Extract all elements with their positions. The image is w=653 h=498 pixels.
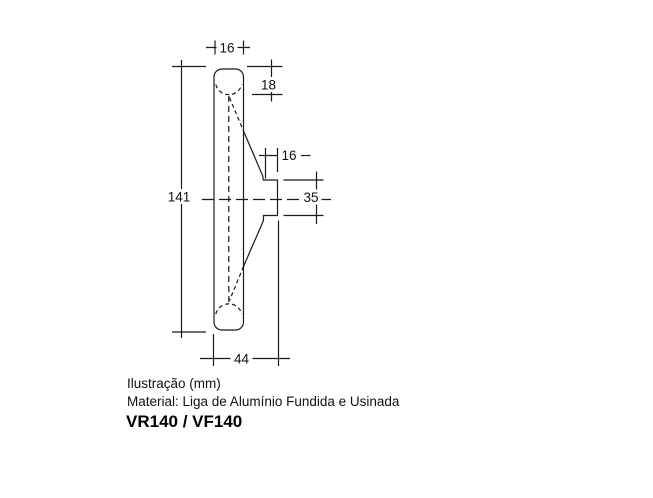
dim-label-rim-width: 16 — [219, 40, 235, 56]
illustration-unit-note: Ilustração (mm) — [127, 376, 221, 391]
spoke-bottom — [230, 221, 264, 301]
dim-label-overall-depth: 44 — [233, 351, 250, 367]
drawing-notes — [127, 375, 399, 410]
dim-label-rim-depth: 18 — [260, 77, 277, 93]
product-title: VR140 / VF140 — [126, 412, 243, 431]
dim-label-wheel-diameter: 141 — [167, 189, 191, 205]
spoke-top — [230, 98, 264, 181]
rim-inner-bottom-arc — [216, 304, 242, 314]
dim-label-hub-width: 16 — [281, 148, 297, 163]
rim-inner-top-arc — [216, 85, 242, 95]
dim-label-hub-diameter: 35 — [303, 190, 319, 205]
material-note: Material: Liga de Alumínio Fundida e Usinada — [127, 393, 400, 409]
hub-outline — [263, 180, 278, 221]
